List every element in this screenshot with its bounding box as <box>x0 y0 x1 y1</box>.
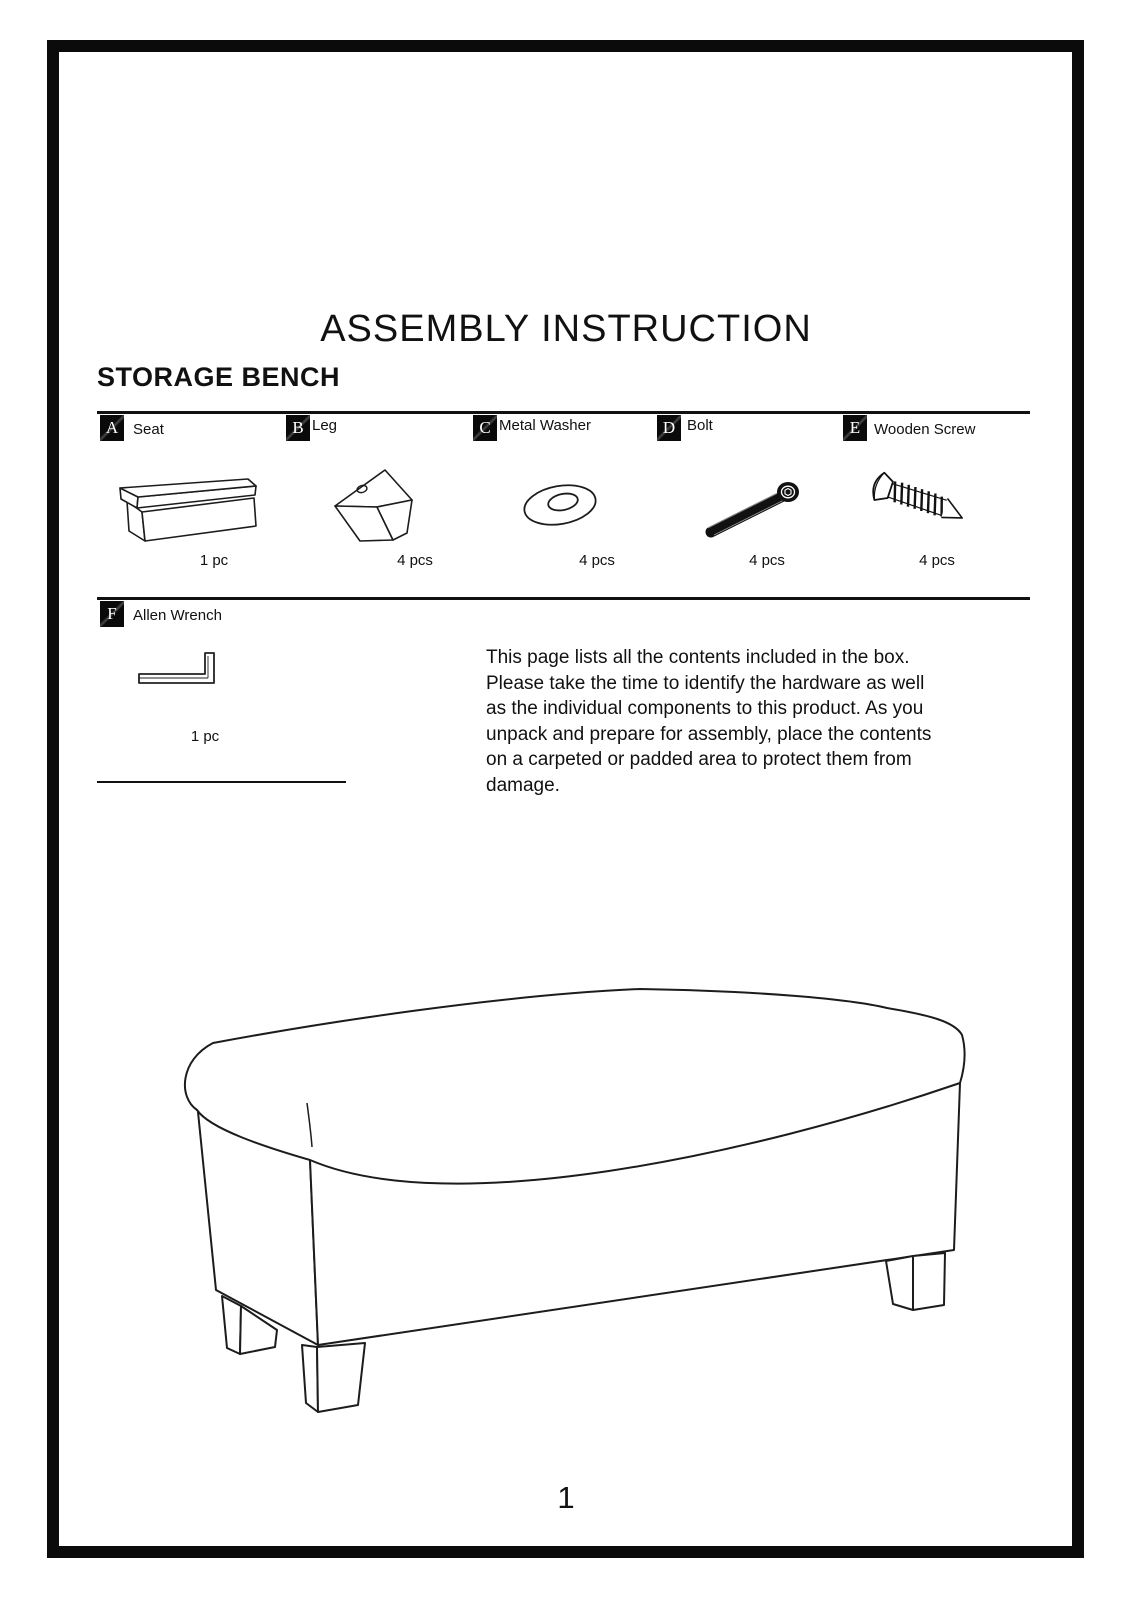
leg-icon <box>330 465 420 555</box>
part-qty-allen-wrench: 1 pc <box>190 728 220 745</box>
part-letter-a: A <box>100 415 124 441</box>
notice-line: Please take the time to identify the hardware as well <box>486 672 925 694</box>
divider-line-middle <box>97 597 1030 600</box>
part-qty-seat: 1 pc <box>199 552 229 569</box>
unpacking-notice <box>486 645 972 798</box>
bolt-icon <box>695 468 805 546</box>
storage-bench-drawing <box>170 975 990 1425</box>
product-name: STORAGE BENCH <box>97 362 341 392</box>
allen-wrench-icon <box>135 648 233 696</box>
page-title: ASSEMBLY INSTRUCTION <box>320 308 812 350</box>
part-name-allen-wrench: Allen Wrench <box>133 607 222 624</box>
notice-line: as the individual components to this product. As you <box>486 698 924 719</box>
part-letter-f: F <box>100 601 124 627</box>
notice-line: unpack and prepare for assembly, place the contents <box>486 723 932 745</box>
part-qty-metal-washer: 4 pcs <box>579 552 615 569</box>
part-name-metal-washer: Metal Washer <box>499 417 591 434</box>
page-number: 1 <box>557 1480 575 1515</box>
part-qty-leg: 4 pcs <box>397 552 433 569</box>
divider-line-short <box>97 781 346 783</box>
part-letter-d: D <box>657 415 681 441</box>
part-name-leg: Leg <box>312 417 338 434</box>
metal-washer-icon <box>518 478 603 533</box>
notice-line: on a carpeted or padded area to protect them from <box>486 749 912 770</box>
part-letter-e: E <box>843 415 867 441</box>
seat-icon <box>112 472 262 547</box>
part-name-wooden-screw: Wooden Screw <box>874 421 976 438</box>
part-qty-wooden-screw: 4 pcs <box>919 552 955 569</box>
notice-line: This page lists all the contents included in the box. <box>486 647 910 668</box>
part-name-seat: Seat <box>133 421 164 438</box>
part-letter-c: C <box>473 415 497 441</box>
notice-line: damage. <box>486 774 560 796</box>
part-qty-bolt: 4 pcs <box>749 552 785 569</box>
part-name-bolt: Bolt <box>687 417 713 434</box>
part-letter-b: B <box>286 415 310 441</box>
wooden-screw-icon <box>868 470 980 528</box>
